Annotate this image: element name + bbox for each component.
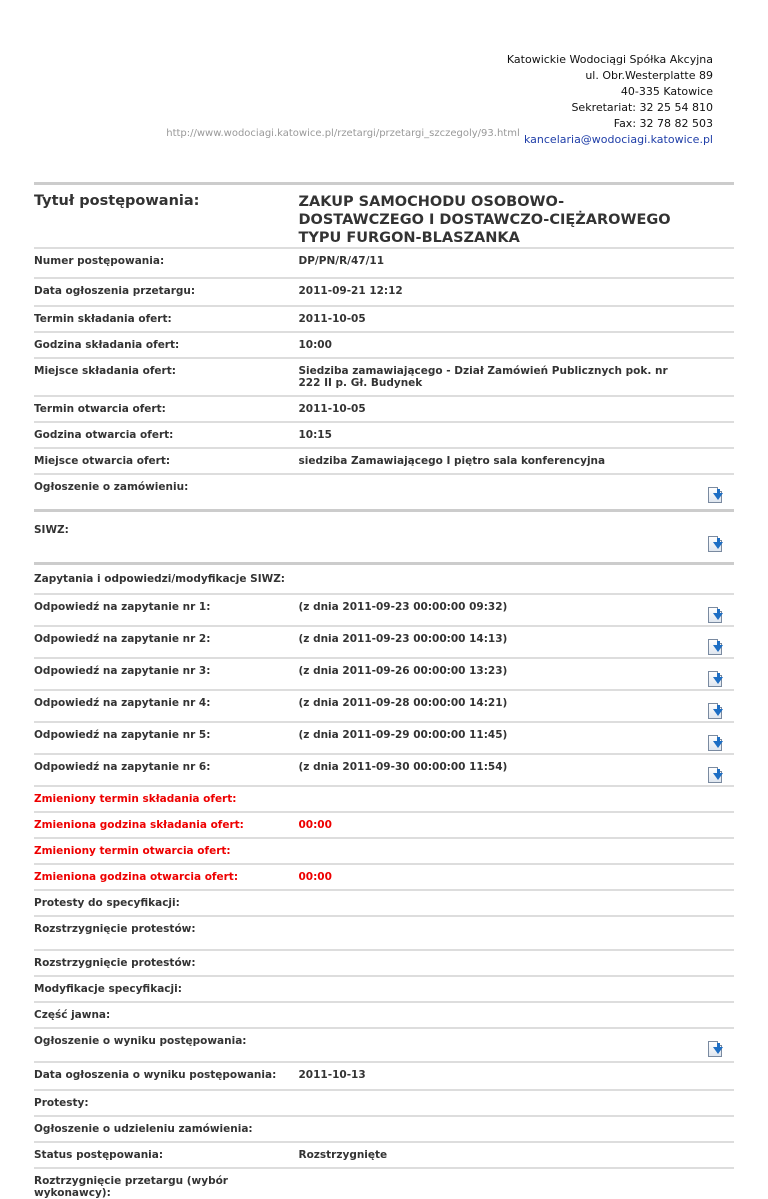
detail-row — [34, 306, 734, 332]
detail-label: Protesty do specyfikacji: — [34, 890, 294, 916]
detail-value — [294, 1116, 681, 1142]
document-download-icon[interactable] — [708, 536, 723, 554]
detail-value: (z dnia 2011-09-30 00:00:00 11:54) — [294, 754, 681, 786]
detail-value — [294, 976, 681, 1002]
icon-cell — [681, 332, 734, 358]
tender-details-table — [34, 182, 734, 1199]
detail-row — [34, 564, 734, 595]
detail-row — [34, 248, 734, 278]
detail-row — [34, 890, 734, 916]
detail-row — [34, 1062, 734, 1090]
icon-cell — [681, 812, 734, 838]
document-download-icon[interactable] — [708, 671, 723, 689]
document-download-icon[interactable] — [708, 1041, 723, 1059]
detail-row — [34, 511, 734, 564]
detail-value: 2011-10-13 — [294, 1062, 681, 1090]
detail-value: 2011-10-05 — [294, 306, 681, 332]
title-row — [34, 184, 734, 249]
detail-value: Rozstrzygnięte — [294, 1142, 681, 1168]
document-download-icon[interactable] — [708, 639, 723, 657]
document-download-icon[interactable] — [708, 703, 723, 721]
company-email-link[interactable]: kancelaria@wodociagi.katowice.pl — [523, 133, 713, 146]
icon-cell — [681, 976, 734, 1002]
icon-cell — [681, 1142, 734, 1168]
detail-label: Odpowiedź na zapytanie nr 6: — [34, 754, 294, 786]
detail-label: Zapytania i odpowiedzi/modyfikacje SIWZ: — [34, 564, 294, 595]
icon-cell — [681, 474, 734, 511]
detail-value — [294, 890, 681, 916]
detail-value — [294, 1090, 681, 1116]
icon-cell — [681, 1090, 734, 1116]
detail-row — [34, 690, 734, 722]
company-fax: Fax: 32 78 82 503 — [613, 117, 713, 130]
icon-cell — [681, 890, 734, 916]
detail-label: Zmieniona godzina składania ofert: — [34, 812, 294, 838]
detail-value: 00:00 — [294, 812, 681, 838]
company-phone: Sekretariat: 32 25 54 810 — [571, 101, 713, 114]
detail-row — [34, 1116, 734, 1142]
detail-row — [34, 864, 734, 890]
detail-row — [34, 812, 734, 838]
detail-label: Rozstrzygnięcie protestów: — [34, 916, 294, 950]
detail-row — [34, 626, 734, 658]
title-label: Tytuł postępowania: — [34, 184, 294, 249]
detail-value: Siedziba zamawiającego - Dział Zamówień Publicznych pok. nr 222 II p. Gł. Budynek — [294, 358, 681, 396]
icon-cell — [681, 690, 734, 722]
detail-row — [34, 358, 734, 396]
icon-cell — [681, 564, 734, 595]
icon-cell — [681, 306, 734, 332]
icon-cell — [681, 658, 734, 690]
detail-value: 00:00 — [294, 864, 681, 890]
detail-value: (z dnia 2011-09-23 00:00:00 09:32) — [294, 594, 681, 626]
detail-label: SIWZ: — [34, 511, 294, 564]
icon-cell — [681, 1062, 734, 1090]
detail-value: 2011-10-05 — [294, 396, 681, 422]
detail-value: 10:00 — [294, 332, 681, 358]
icon-cell — [681, 1028, 734, 1062]
icon-cell — [681, 1002, 734, 1028]
detail-label: Data ogłoszenia przetargu: — [34, 278, 294, 306]
icon-cell — [681, 754, 734, 786]
detail-value — [294, 1028, 681, 1062]
detail-label: Protesty: — [34, 1090, 294, 1116]
icon-cell — [681, 1116, 734, 1142]
detail-label: Termin otwarcia ofert: — [34, 396, 294, 422]
detail-label: Odpowiedź na zapytanie nr 1: — [34, 594, 294, 626]
detail-row — [34, 396, 734, 422]
document-download-icon[interactable] — [708, 767, 723, 785]
detail-value — [294, 786, 681, 812]
detail-row — [34, 422, 734, 448]
icon-cell — [681, 422, 734, 448]
company-city: 40-335 Katowice — [620, 85, 713, 98]
icon-cell — [681, 511, 734, 564]
detail-label: Numer postępowania: — [34, 248, 294, 278]
detail-label: Godzina składania ofert: — [34, 332, 294, 358]
detail-label: Data ogłoszenia o wyniku postępowania: — [34, 1062, 294, 1090]
detail-label: Zmieniony termin otwarcia ofert: — [34, 838, 294, 864]
detail-row — [34, 950, 734, 976]
detail-label: Ogłoszenie o udzieleniu zamówienia: — [34, 1116, 294, 1142]
title-value: ZAKUP SAMOCHODU OSOBOWO-DOSTAWCZEGO I DOSTAWCZO-CIĘŻAROWEGO TYPU FURGON-BLASZANKA — [294, 184, 681, 249]
document-download-icon[interactable] — [708, 607, 723, 625]
icon-cell — [681, 864, 734, 890]
detail-label: Godzina otwarcia ofert: — [34, 422, 294, 448]
icon-cell — [681, 248, 734, 278]
detail-value — [294, 1002, 681, 1028]
detail-value: (z dnia 2011-09-23 00:00:00 14:13) — [294, 626, 681, 658]
icon-cell — [681, 594, 734, 626]
detail-label: Termin składania ofert: — [34, 306, 294, 332]
document-download-icon[interactable] — [708, 487, 723, 505]
detail-value — [294, 1168, 681, 1199]
detail-label: Miejsce otwarcia ofert: — [34, 448, 294, 474]
detail-row — [34, 916, 734, 950]
detail-value: (z dnia 2011-09-28 00:00:00 14:21) — [294, 690, 681, 722]
detail-label: Ogłoszenie o zamówieniu: — [34, 474, 294, 511]
detail-row — [34, 754, 734, 786]
detail-row — [34, 594, 734, 626]
detail-label: Roztrzygnięcie przetargu (wybór wykonawcy): — [34, 1168, 294, 1199]
detail-label: Miejsce składania ofert: — [34, 358, 294, 396]
detail-value: (z dnia 2011-09-26 00:00:00 13:23) — [294, 658, 681, 690]
detail-row — [34, 1090, 734, 1116]
detail-row — [34, 658, 734, 690]
icon-cell — [681, 950, 734, 976]
detail-row — [34, 448, 734, 474]
detail-row — [34, 278, 734, 306]
icon-cell — [681, 448, 734, 474]
detail-label: Zmieniony termin składania ofert: — [34, 786, 294, 812]
detail-row — [34, 722, 734, 754]
icon-cell — [681, 1168, 734, 1199]
detail-row — [34, 786, 734, 812]
icon-cell — [681, 786, 734, 812]
detail-label: Odpowiedź na zapytanie nr 2: — [34, 626, 294, 658]
detail-label: Odpowiedź na zapytanie nr 4: — [34, 690, 294, 722]
detail-row — [34, 1002, 734, 1028]
detail-value: siedziba Zamawiającego I piętro sala konferencyjna — [294, 448, 681, 474]
detail-value — [294, 511, 681, 564]
detail-row — [34, 976, 734, 1002]
detail-value: DP/PN/R/47/11 — [294, 248, 681, 278]
detail-row — [34, 1142, 734, 1168]
detail-row — [34, 474, 734, 511]
detail-row — [34, 838, 734, 864]
detail-label: Ogłoszenie o wyniku postępowania: — [34, 1028, 294, 1062]
detail-label: Zmieniona godzina otwarcia ofert: — [34, 864, 294, 890]
detail-value — [294, 474, 681, 511]
detail-value — [294, 564, 681, 595]
icon-cell — [681, 278, 734, 306]
detail-value: 10:15 — [294, 422, 681, 448]
detail-label: Odpowiedź na zapytanie nr 5: — [34, 722, 294, 754]
detail-label: Rozstrzygnięcie protestów: — [34, 950, 294, 976]
icon-cell — [681, 358, 734, 396]
detail-value — [294, 950, 681, 976]
detail-value — [294, 916, 681, 950]
icon-cell — [681, 838, 734, 864]
detail-label: Odpowiedź na zapytanie nr 3: — [34, 658, 294, 690]
detail-row — [34, 1028, 734, 1062]
icon-cell — [681, 626, 734, 658]
icon-cell — [681, 916, 734, 950]
detail-value — [294, 838, 681, 864]
detail-label: Modyfikacje specyfikacji: — [34, 976, 294, 1002]
icon-cell — [681, 722, 734, 754]
company-name: Katowickie Wodociągi Spółka Akcyjna — [506, 53, 713, 66]
detail-value: (z dnia 2011-09-29 00:00:00 11:45) — [294, 722, 681, 754]
detail-row — [34, 1168, 734, 1199]
icon-cell — [681, 396, 734, 422]
detail-label: Część jawna: — [34, 1002, 294, 1028]
detail-label: Status postępowania: — [34, 1142, 294, 1168]
detail-value: 2011-09-21 12:12 — [294, 278, 681, 306]
page-url: http://www.wodociagi.katowice.pl/rzetargi/przetargi_szczegoly/93.html — [166, 128, 520, 139]
detail-row — [34, 332, 734, 358]
document-download-icon[interactable] — [708, 735, 723, 753]
company-street: ul. Obr.Westerplatte 89 — [585, 69, 713, 82]
title-icon-cell — [681, 184, 734, 249]
